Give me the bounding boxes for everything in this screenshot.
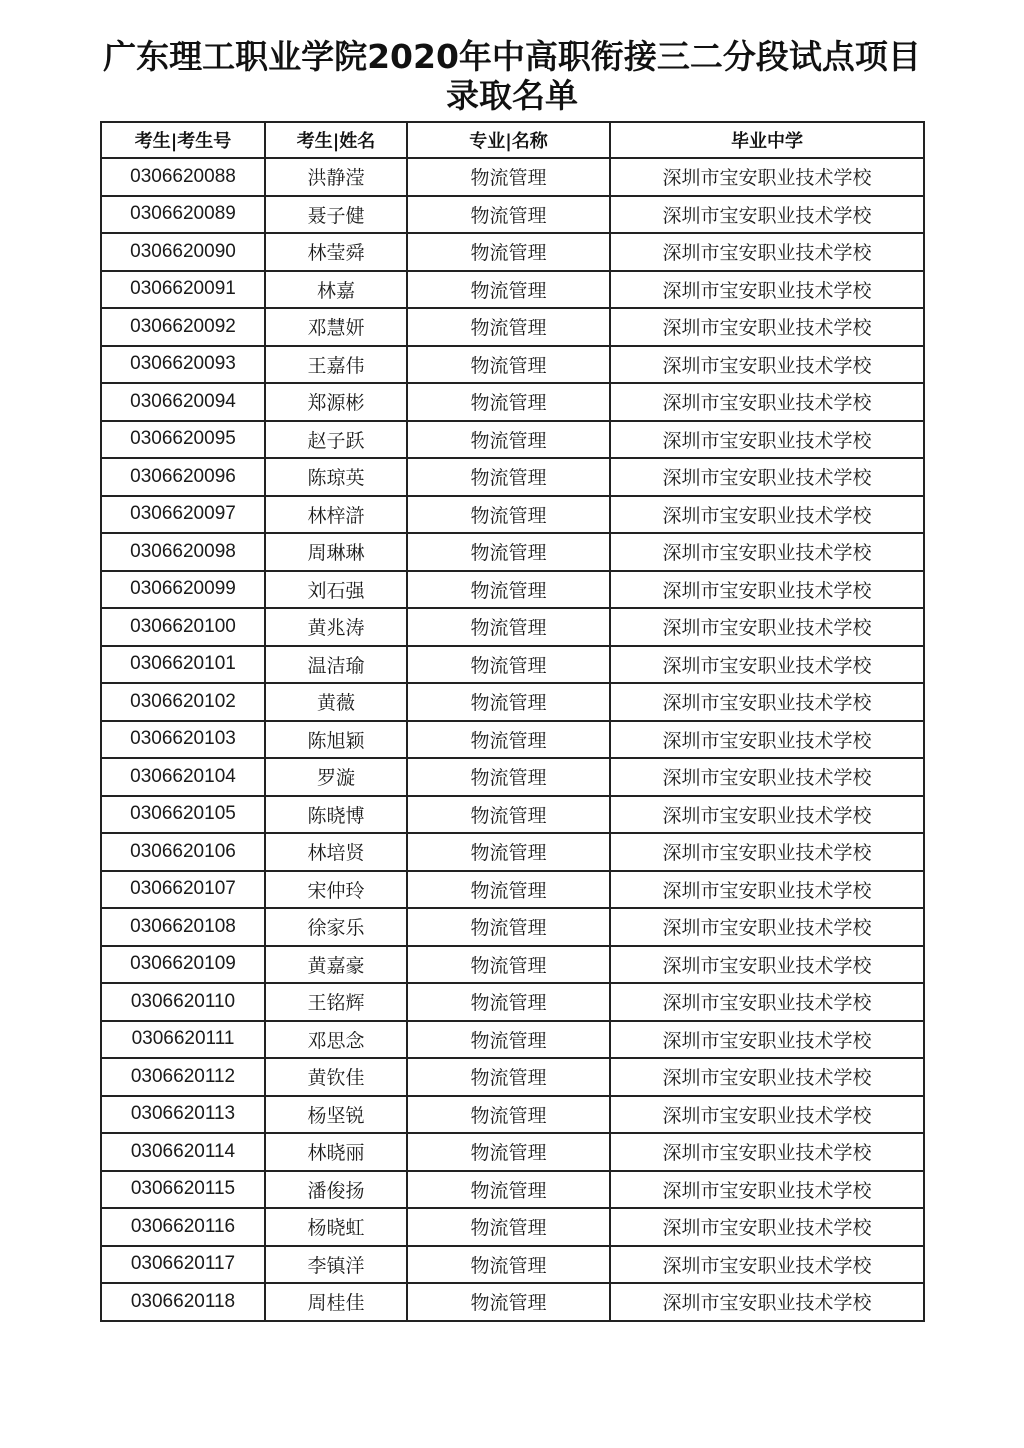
graduated-school-cell: 深圳市宝安职业技术学校 — [610, 571, 924, 609]
student-name-cell: 陈旭颖 — [265, 721, 407, 759]
table-row — [101, 158, 924, 196]
major-name-cell: 物流管理 — [407, 458, 610, 496]
exam-number-cell: 0306620113 — [101, 1096, 265, 1134]
table-row — [101, 1246, 924, 1284]
table-row — [101, 308, 924, 346]
admission-table — [100, 121, 925, 1322]
exam-number-cell: 0306620107 — [101, 871, 265, 909]
major-name-cell: 物流管理 — [407, 796, 610, 834]
major-name-cell: 物流管理 — [407, 946, 610, 984]
exam-number-cell: 0306620114 — [101, 1133, 265, 1171]
graduated-school-cell: 深圳市宝安职业技术学校 — [610, 1133, 924, 1171]
exam-number-cell: 0306620110 — [101, 983, 265, 1021]
exam-number-cell: 0306620091 — [101, 271, 265, 309]
graduated-school-cell: 深圳市宝安职业技术学校 — [610, 683, 924, 721]
student-name-cell: 杨坚锐 — [265, 1096, 407, 1134]
major-name-cell: 物流管理 — [407, 421, 610, 459]
student-name-cell: 林晓丽 — [265, 1133, 407, 1171]
major-name-cell: 物流管理 — [407, 1058, 610, 1096]
exam-number-cell: 0306620096 — [101, 458, 265, 496]
exam-number-cell: 0306620109 — [101, 946, 265, 984]
exam-number-cell: 0306620111 — [101, 1021, 265, 1059]
graduated-school-cell: 深圳市宝安职业技术学校 — [610, 421, 924, 459]
exam-number-cell: 0306620101 — [101, 646, 265, 684]
exam-number-cell: 0306620095 — [101, 421, 265, 459]
major-name-cell: 物流管理 — [407, 1208, 610, 1246]
graduated-school-cell: 深圳市宝安职业技术学校 — [610, 1171, 924, 1209]
table-row — [101, 196, 924, 234]
graduated-school-cell: 深圳市宝安职业技术学校 — [610, 608, 924, 646]
table-row — [101, 946, 924, 984]
student-name-cell: 邓慧妍 — [265, 308, 407, 346]
exam-number-cell: 0306620089 — [101, 196, 265, 234]
student-name-cell: 黄薇 — [265, 683, 407, 721]
table-row — [101, 533, 924, 571]
table-row — [101, 421, 924, 459]
exam-number-cell: 0306620104 — [101, 758, 265, 796]
graduated-school-cell: 深圳市宝安职业技术学校 — [610, 1021, 924, 1059]
table-row — [101, 908, 924, 946]
student-name-cell: 林梓滸 — [265, 496, 407, 534]
major-name-cell: 物流管理 — [407, 1133, 610, 1171]
graduated-school-cell: 深圳市宝安职业技术学校 — [610, 796, 924, 834]
graduated-school-cell: 深圳市宝安职业技术学校 — [610, 196, 924, 234]
header-major-name: 专业|名称 — [407, 122, 610, 158]
exam-number-cell: 0306620118 — [101, 1283, 265, 1321]
graduated-school-cell: 深圳市宝安职业技术学校 — [610, 646, 924, 684]
major-name-cell: 物流管理 — [407, 571, 610, 609]
graduated-school-cell: 深圳市宝安职业技术学校 — [610, 233, 924, 271]
student-name-cell: 郑源彬 — [265, 383, 407, 421]
table-row — [101, 646, 924, 684]
header-student-name: 考生|姓名 — [265, 122, 407, 158]
student-name-cell: 宋仲玲 — [265, 871, 407, 909]
table-row — [101, 233, 924, 271]
major-name-cell: 物流管理 — [407, 871, 610, 909]
exam-number-cell: 0306620103 — [101, 721, 265, 759]
exam-number-cell: 0306620092 — [101, 308, 265, 346]
graduated-school-cell: 深圳市宝安职业技术学校 — [610, 458, 924, 496]
table-row — [101, 271, 924, 309]
major-name-cell: 物流管理 — [407, 496, 610, 534]
header-exam-number: 考生|考生号 — [101, 122, 265, 158]
graduated-school-cell: 深圳市宝安职业技术学校 — [610, 833, 924, 871]
graduated-school-cell: 深圳市宝安职业技术学校 — [610, 1058, 924, 1096]
graduated-school-cell: 深圳市宝安职业技术学校 — [610, 496, 924, 534]
major-name-cell: 物流管理 — [407, 271, 610, 309]
graduated-school-cell: 深圳市宝安职业技术学校 — [610, 871, 924, 909]
table-row — [101, 758, 924, 796]
student-name-cell: 刘石强 — [265, 571, 407, 609]
student-name-cell: 杨晓虹 — [265, 1208, 407, 1246]
student-name-cell: 王嘉伟 — [265, 346, 407, 384]
student-name-cell: 林嘉 — [265, 271, 407, 309]
graduated-school-cell: 深圳市宝安职业技术学校 — [610, 1246, 924, 1284]
exam-number-cell: 0306620098 — [101, 533, 265, 571]
exam-number-cell: 0306620115 — [101, 1171, 265, 1209]
exam-number-cell: 0306620090 — [101, 233, 265, 271]
student-name-cell: 陈琼英 — [265, 458, 407, 496]
graduated-school-cell: 深圳市宝安职业技术学校 — [610, 1283, 924, 1321]
student-name-cell: 李镇洋 — [265, 1246, 407, 1284]
graduated-school-cell: 深圳市宝安职业技术学校 — [610, 721, 924, 759]
table-row — [101, 1283, 924, 1321]
table-row — [101, 1171, 924, 1209]
major-name-cell: 物流管理 — [407, 608, 610, 646]
graduated-school-cell: 深圳市宝安职业技术学校 — [610, 533, 924, 571]
student-name-cell: 林培贤 — [265, 833, 407, 871]
major-name-cell: 物流管理 — [407, 1283, 610, 1321]
major-name-cell: 物流管理 — [407, 908, 610, 946]
table-row — [101, 571, 924, 609]
major-name-cell: 物流管理 — [407, 683, 610, 721]
student-name-cell: 罗漩 — [265, 758, 407, 796]
major-name-cell: 物流管理 — [407, 196, 610, 234]
major-name-cell: 物流管理 — [407, 533, 610, 571]
student-name-cell: 赵子跃 — [265, 421, 407, 459]
exam-number-cell: 0306620108 — [101, 908, 265, 946]
table-body — [101, 158, 924, 1321]
header-graduated-school: 毕业中学 — [610, 122, 924, 158]
exam-number-cell: 0306620100 — [101, 608, 265, 646]
student-name-cell: 洪静滢 — [265, 158, 407, 196]
exam-number-cell: 0306620105 — [101, 796, 265, 834]
major-name-cell: 物流管理 — [407, 1171, 610, 1209]
major-name-cell: 物流管理 — [407, 833, 610, 871]
table-row — [101, 721, 924, 759]
graduated-school-cell: 深圳市宝安职业技术学校 — [610, 908, 924, 946]
graduated-school-cell: 深圳市宝安职业技术学校 — [610, 308, 924, 346]
exam-number-cell: 0306620117 — [101, 1246, 265, 1284]
student-name-cell: 王铭辉 — [265, 983, 407, 1021]
graduated-school-cell: 深圳市宝安职业技术学校 — [610, 983, 924, 1021]
student-name-cell: 周桂佳 — [265, 1283, 407, 1321]
exam-number-cell: 0306620116 — [101, 1208, 265, 1246]
graduated-school-cell: 深圳市宝安职业技术学校 — [610, 271, 924, 309]
major-name-cell: 物流管理 — [407, 346, 610, 384]
graduated-school-cell: 深圳市宝安职业技术学校 — [610, 383, 924, 421]
student-name-cell: 周琳琳 — [265, 533, 407, 571]
table-row — [101, 871, 924, 909]
major-name-cell: 物流管理 — [407, 308, 610, 346]
exam-number-cell: 0306620097 — [101, 496, 265, 534]
student-name-cell: 黄嘉豪 — [265, 946, 407, 984]
table-row — [101, 983, 924, 1021]
table-row — [101, 683, 924, 721]
major-name-cell: 物流管理 — [407, 721, 610, 759]
major-name-cell: 物流管理 — [407, 983, 610, 1021]
table-row — [101, 383, 924, 421]
student-name-cell: 徐家乐 — [265, 908, 407, 946]
student-name-cell: 聂子健 — [265, 196, 407, 234]
graduated-school-cell: 深圳市宝安职业技术学校 — [610, 158, 924, 196]
major-name-cell: 物流管理 — [407, 1096, 610, 1134]
exam-number-cell: 0306620094 — [101, 383, 265, 421]
exam-number-cell: 0306620102 — [101, 683, 265, 721]
table-row — [101, 1133, 924, 1171]
student-name-cell: 邓思念 — [265, 1021, 407, 1059]
table-row — [101, 796, 924, 834]
major-name-cell: 物流管理 — [407, 1021, 610, 1059]
table-row — [101, 608, 924, 646]
exam-number-cell: 0306620112 — [101, 1058, 265, 1096]
major-name-cell: 物流管理 — [407, 758, 610, 796]
exam-number-cell: 0306620106 — [101, 833, 265, 871]
major-name-cell: 物流管理 — [407, 383, 610, 421]
student-name-cell: 黄兆涛 — [265, 608, 407, 646]
table-row — [101, 458, 924, 496]
student-name-cell: 温洁瑜 — [265, 646, 407, 684]
student-name-cell: 黄钦佳 — [265, 1058, 407, 1096]
major-name-cell: 物流管理 — [407, 1246, 610, 1284]
major-name-cell: 物流管理 — [407, 233, 610, 271]
major-name-cell: 物流管理 — [407, 646, 610, 684]
table-row — [101, 496, 924, 534]
document-title: 广东理工职业学院2020年中高职衔接三二分段试点项目 — [103, 37, 921, 76]
graduated-school-cell: 深圳市宝安职业技术学校 — [610, 946, 924, 984]
student-name-cell: 潘俊扬 — [265, 1171, 407, 1209]
exam-number-cell: 0306620099 — [101, 571, 265, 609]
table-row — [101, 1058, 924, 1096]
table-row — [101, 1096, 924, 1134]
table-header-row — [101, 122, 924, 158]
graduated-school-cell: 深圳市宝安职业技术学校 — [610, 758, 924, 796]
table-row — [101, 1208, 924, 1246]
major-name-cell: 物流管理 — [407, 158, 610, 196]
exam-number-cell: 0306620093 — [101, 346, 265, 384]
exam-number-cell: 0306620088 — [101, 158, 265, 196]
table-row — [101, 833, 924, 871]
document-subtitle: 录取名单 — [446, 76, 578, 115]
table-row — [101, 1021, 924, 1059]
graduated-school-cell: 深圳市宝安职业技术学校 — [610, 346, 924, 384]
graduated-school-cell: 深圳市宝安职业技术学校 — [610, 1208, 924, 1246]
graduated-school-cell: 深圳市宝安职业技术学校 — [610, 1096, 924, 1134]
student-name-cell: 林莹舜 — [265, 233, 407, 271]
student-name-cell: 陈晓博 — [265, 796, 407, 834]
table-row — [101, 346, 924, 384]
